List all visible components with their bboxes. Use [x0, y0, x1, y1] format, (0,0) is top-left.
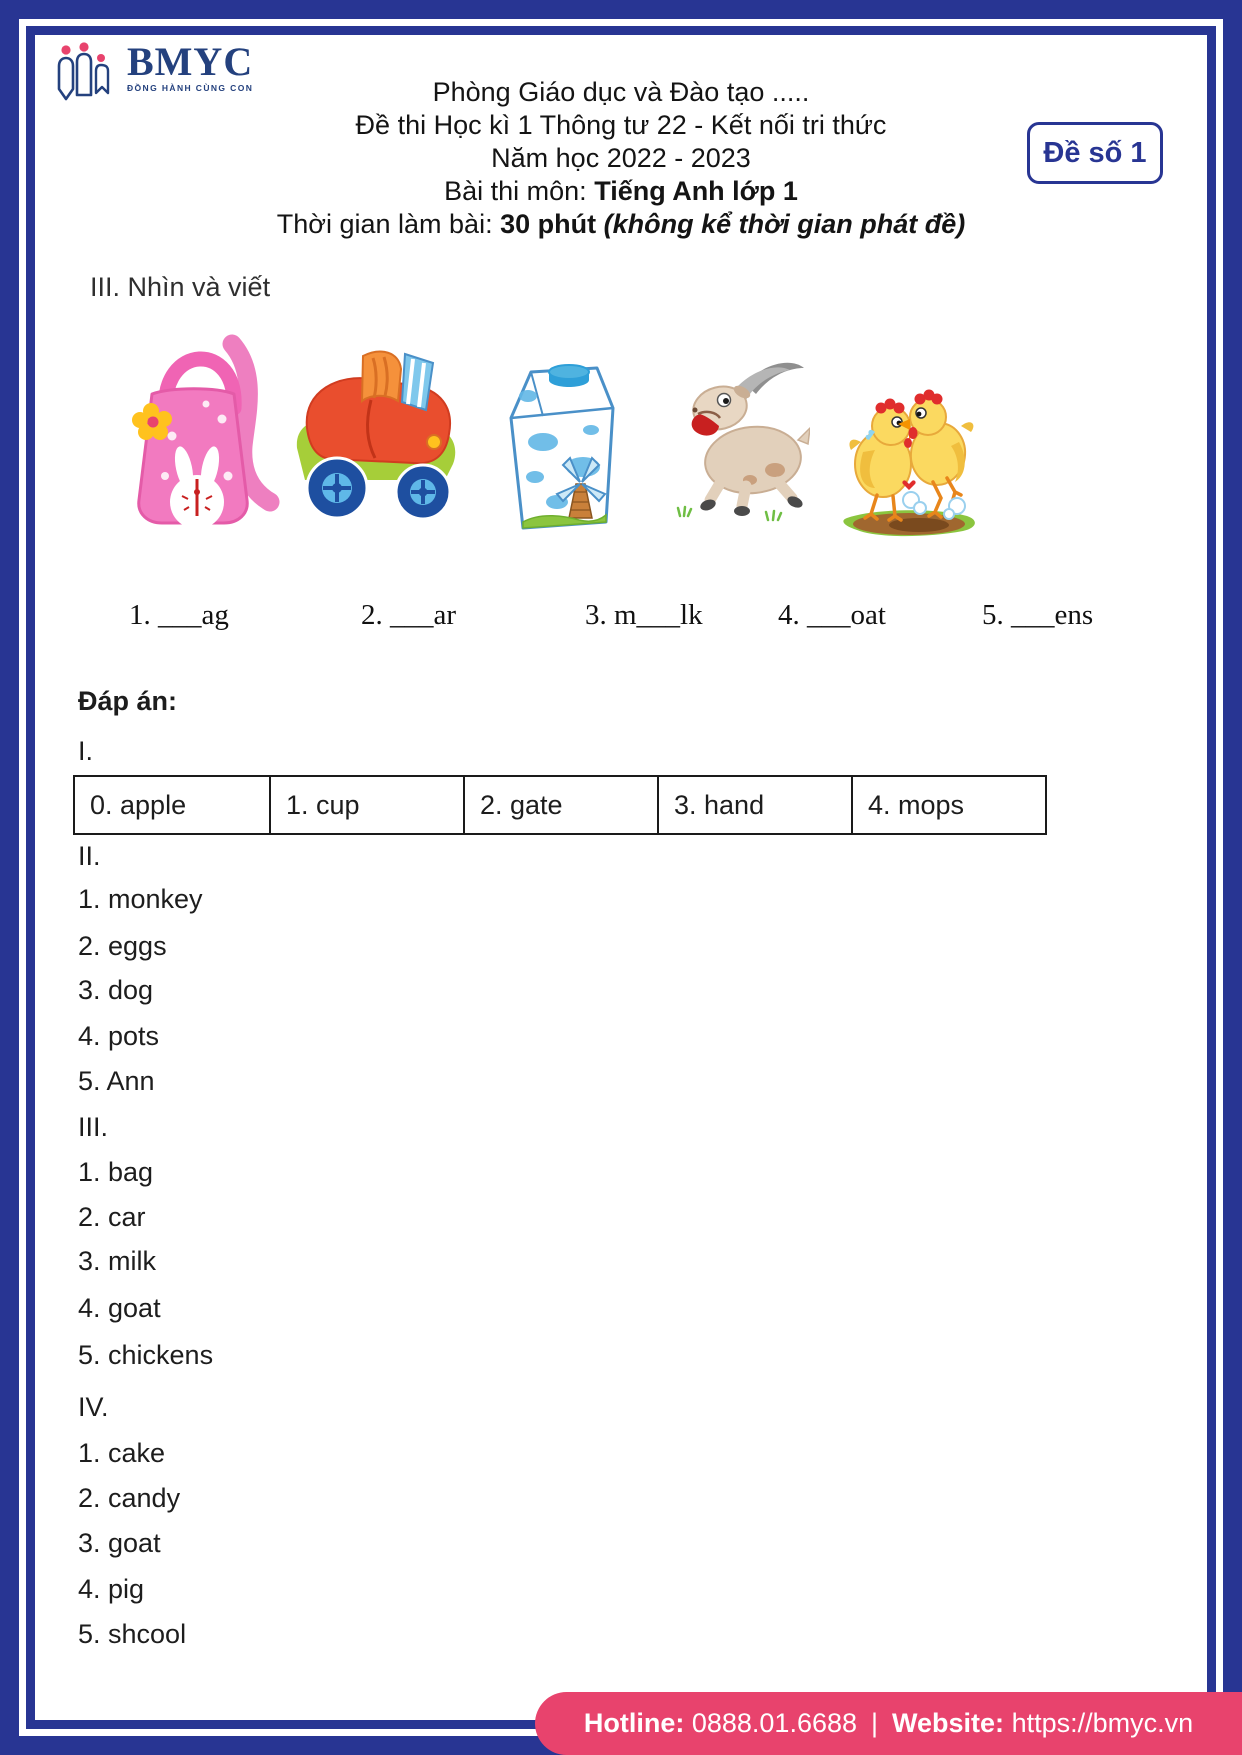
website-link[interactable]: https://bmyc.vn	[1004, 1708, 1194, 1738]
answers-heading: Đáp án:	[78, 686, 178, 716]
bmyc-logo	[55, 39, 254, 104]
bmyc-logo-icon	[55, 42, 119, 104]
answer-item: 5. Ann	[78, 1066, 155, 1096]
caption-chickens: 5. ___ens	[982, 599, 1094, 631]
milk-cap	[549, 365, 589, 387]
answers-part3-label: III.	[78, 1112, 109, 1142]
answer-item: 1. bag	[78, 1157, 154, 1187]
caption-car: 2. ___ar	[361, 599, 457, 631]
hotline-number[interactable]: 0888.01.6688	[684, 1708, 858, 1738]
header-line-4: Bài thi môn: Tiếng Anh lớp 1	[444, 176, 798, 206]
answer-item: 5. chickens	[78, 1340, 214, 1370]
table-cell: 3. hand	[657, 777, 851, 833]
rear-wheel	[307, 458, 367, 518]
caption-goat: 4. ___oat	[778, 599, 886, 631]
answer-item: 2. car	[78, 1202, 146, 1232]
caption-bag: 1. ___ag	[129, 599, 229, 631]
answers-part1-label: I.	[78, 736, 94, 766]
header-line-1: Phòng Giáo dục và Đào tạo .....	[432, 77, 810, 107]
footer-contact-bar	[535, 1692, 1242, 1755]
answer-item: 2. eggs	[78, 931, 167, 961]
hotline-label: Hotline:	[583, 1708, 685, 1738]
answer-item: 3. dog	[78, 975, 154, 1005]
header-line-5: Thời gian làm bài: 30 phút (không kể thời gian phát đề)	[276, 209, 966, 239]
answer-item: 2. candy	[78, 1483, 181, 1513]
footer-separator: |	[871, 1708, 879, 1738]
table-cell: 2. gate	[463, 777, 657, 833]
milk-image	[473, 334, 653, 536]
caption-milk: 3. m___lk	[585, 599, 703, 631]
answer-item: 1. monkey	[78, 884, 203, 914]
answer-item: 3. milk	[78, 1246, 157, 1276]
answer-item: 1. cake	[78, 1438, 166, 1468]
car-image	[285, 328, 461, 528]
answer-item: 5. shcool	[78, 1619, 187, 1649]
table-cell: 0. apple	[90, 789, 187, 820]
logo-name: BMYC	[127, 39, 254, 84]
logo-tagline: ĐỒNG HÀNH CÙNG CON	[127, 83, 254, 93]
website-label: Website:	[892, 1708, 1005, 1738]
duration: 30 phút	[500, 209, 597, 239]
answers-part2-label: II.	[78, 841, 101, 871]
exam-number-badge: Đề số 1	[1027, 122, 1163, 184]
header-line-3: Năm học 2022 - 2023	[491, 143, 751, 173]
header-line-2: Đề thi Học kì 1 Thông tư 22 - Kết nối tri thức	[355, 110, 887, 140]
answers-part4-label: IV.	[78, 1392, 109, 1422]
section-3-title: III. Nhìn và viết	[90, 272, 271, 302]
front-wheel	[396, 465, 450, 519]
subject-name: Tiếng Anh lớp 1	[594, 176, 798, 206]
chickens-image	[825, 338, 990, 538]
goat-image	[650, 348, 810, 528]
answer-item: 4. goat	[78, 1293, 161, 1323]
bag-image	[110, 316, 288, 532]
answer-item: 3. goat	[78, 1528, 161, 1558]
answers-table	[73, 775, 1047, 835]
table-cell: 1. cup	[269, 777, 463, 833]
table-cell: 4. mops	[851, 777, 1045, 833]
answer-item: 4. pots	[78, 1021, 160, 1051]
answer-item: 4. pig	[78, 1574, 145, 1604]
